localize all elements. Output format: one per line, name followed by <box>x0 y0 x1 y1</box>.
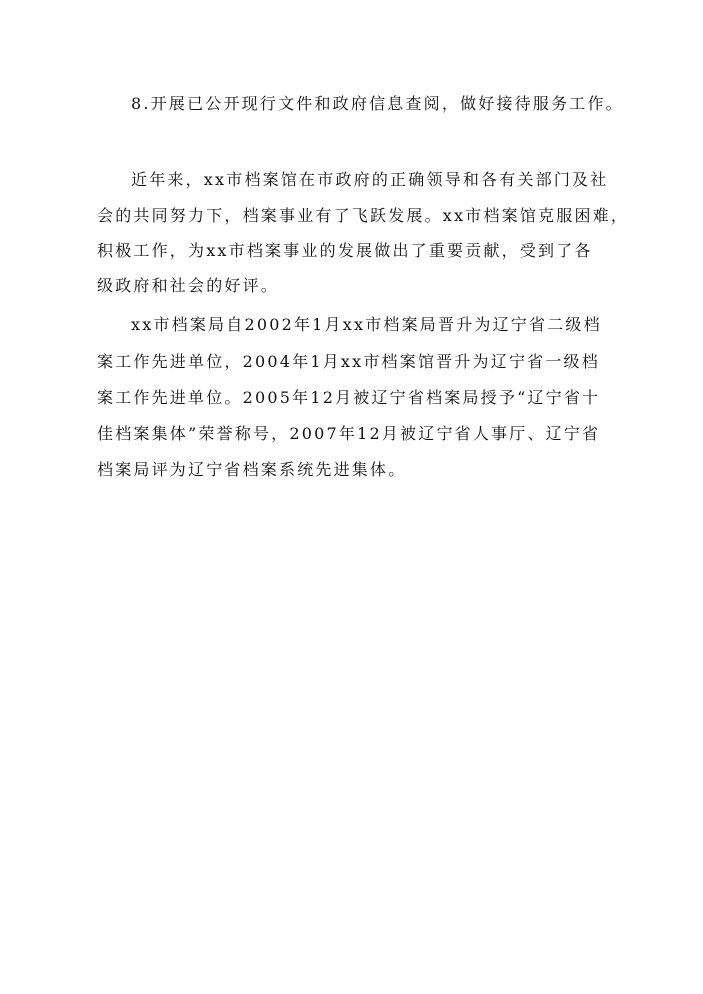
paragraph-2-line-5: 档案局评为辽宁省档案系统先进集体。 <box>97 460 407 479</box>
paragraph-1-line-4: 级政府和社会的好评。 <box>97 276 280 295</box>
paragraph-1-line-3: 积极工作，为xx市档案事业的发展做出了重要贡献，受到了各 <box>97 241 593 260</box>
paragraph-1-line-2: 会的共同努力下，档案事业有了飞跃发展。xx市档案馆克服困难， <box>97 206 630 225</box>
paragraph-2-line-4: 佳档案集体”荣誉称号，2007年12月被辽宁省人事厅、辽宁省 <box>97 424 601 443</box>
paragraph-2-line-1: xx市档案局自2002年1月xx市档案局晋升为辽宁省二级档 <box>131 315 602 334</box>
item-8-line: 8.开展已公开现行文件和政府信息查阅，做好接待服务工作。 <box>131 94 624 113</box>
paragraph-1-line-1: 近年来，xx市档案馆在市政府的正确领导和各有关部门及社 <box>131 170 609 189</box>
paragraph-2-line-3: 案工作先进单位。2005年12月被辽宁省档案局授予“辽宁省十 <box>97 388 601 407</box>
paragraph-2-line-2: 案工作先进单位，2004年1月xx市档案馆晋升为辽宁省一级档 <box>97 352 600 371</box>
